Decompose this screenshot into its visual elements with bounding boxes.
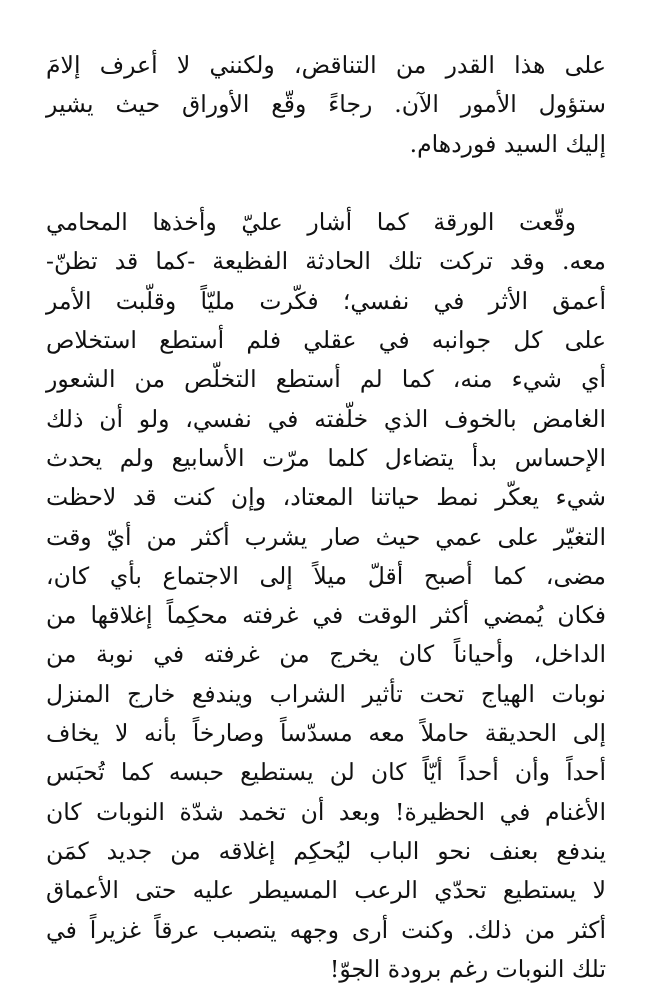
text-line: نوبات الهياج تحت تأثير الشراب ويندفع خارج المنزل bbox=[46, 679, 606, 708]
text-line: تلك النوبات رغم برودة الجوّ! bbox=[329, 954, 606, 983]
text-line: لا يستطيع تحدّي الرعب المسيطر عليه حتى الأعماق bbox=[46, 876, 606, 905]
text-line: إلى الحديقة حاملاً معه مسدّساً وصارخاً بأنه لا يخاف bbox=[46, 719, 606, 748]
text-line: معه. وقد تركت تلك الحادثة الفظيعة -كما قد تظنّ- bbox=[46, 247, 606, 276]
text-line: الأغنام في الحظيرة! وبعد أن تخمد شدّة النوبات كان bbox=[46, 797, 606, 826]
paragraph-gap bbox=[46, 164, 606, 203]
text-line: على كل جوانبه في عقلي فلم أستطع استخلاص bbox=[46, 326, 606, 355]
paragraph-1 bbox=[46, 46, 606, 164]
text-line: أي شيء منه، كما لم أستطع التخلّص من الشعور bbox=[46, 365, 606, 394]
paragraph-2 bbox=[46, 203, 606, 989]
text-line: الغامض بالخوف الذي خلّفته في نفسي، ولو أن ذلك bbox=[46, 404, 606, 433]
text-line: أعمق الأثر في نفسي؛ فكّرت مليّاً وقلّبت الأمر bbox=[46, 286, 606, 315]
text-line: أحداً وأن أحداً أيّاً كان لن يستطيع حبسه كما تُحبَس bbox=[46, 758, 606, 787]
text-line: وقّعت الورقة كما أشار عليّ وأخذها المحامي bbox=[46, 208, 576, 237]
text-line: على هذا القدر من التناقض، ولكنني لا أعرف إلامَ bbox=[46, 51, 606, 79]
text-line: الداخل، وأحياناً كان يخرج من غرفته في نوبة من bbox=[46, 640, 606, 669]
text-line: الإحساس بدأ يتضاءل كلما مرّت الأسابيع ولم يحدث bbox=[46, 443, 606, 472]
text-line: إليك السيد فوردهام. bbox=[409, 129, 606, 158]
text-line: فكان يُمضي أكثر الوقت في غرفته محكِماً إغلاقها من bbox=[46, 601, 606, 630]
text-line: يندفع بعنف نحو الباب ليُحكِم إغلاقه من جديد كمَن bbox=[46, 836, 606, 865]
text-line: ستؤول الأمور الآن. رجاءً وقّع الأوراق حيث يشير bbox=[46, 90, 606, 119]
text-line: مضى، كما أصبح أقلّ ميلاً إلى الاجتماع بأي كان، bbox=[46, 561, 606, 590]
text-line: شيء يعكّر نمط حياتنا المعتاد، وإن كنت قد لاحظت bbox=[46, 483, 606, 512]
book-page bbox=[46, 46, 606, 989]
text-line: التغيّر على عمي حيث صار يشرب أكثر من أيّ وقت bbox=[46, 522, 606, 551]
text-line: أكثر من ذلك. وكنت أرى وجهه يتصبب عرقاً غزيراً في bbox=[46, 915, 606, 944]
